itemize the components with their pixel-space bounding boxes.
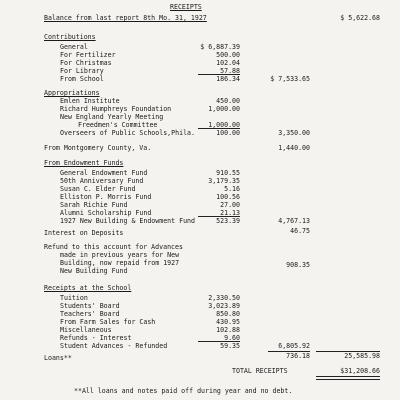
endow-label-50th: 50th Anniversary Fund bbox=[60, 177, 144, 185]
contrib-amount-general: $ 6,887.39 bbox=[200, 43, 240, 51]
refund-line-3: Building, now repaid from 1927 bbox=[60, 259, 180, 267]
endow-label-alumni: Alumni Scholarship Fund bbox=[60, 209, 152, 217]
endow-amount-1927: 523.39 bbox=[216, 217, 240, 225]
school-heading: Receipts at the School bbox=[44, 284, 132, 292]
approp-amount-emlen: 450.00 bbox=[216, 97, 240, 105]
contrib-rule bbox=[198, 74, 240, 75]
endow-amount-richie: 27.00 bbox=[220, 201, 240, 209]
school-label-misc: Miscellaneous bbox=[60, 326, 112, 334]
total-receipts-label: TOTAL RECEIPTS bbox=[232, 367, 288, 375]
interest-label: Interest on Deposits bbox=[44, 229, 124, 237]
school-amount-refunds-interest: 9.60 bbox=[224, 334, 240, 342]
contrib-label-christmas: For Christmas bbox=[60, 59, 112, 67]
appropriations-heading: Appropriations bbox=[44, 89, 100, 97]
school-rule bbox=[198, 341, 240, 342]
school-label-tuition: Tuition bbox=[60, 294, 88, 302]
endowment-heading: From Endowment Funds bbox=[44, 159, 124, 167]
contrib-label-fertilizer: For Fertilizer bbox=[60, 51, 116, 59]
school-label-student-advances: Student Advances - Refunded bbox=[60, 342, 168, 350]
school-total: 6,805.92 bbox=[278, 342, 310, 350]
approp-label-emlen: Emlen Institute bbox=[60, 97, 120, 105]
approp-amount-humphreys: 1,000.00 bbox=[208, 105, 240, 113]
approp-label-new-england: New England Yearly Meeting bbox=[60, 113, 164, 121]
contributions-total: $ 7,533.65 bbox=[270, 75, 310, 83]
contrib-amount-christmas: 102.04 bbox=[216, 59, 240, 67]
school-label-farm-sales: From Farm Sales for Cash bbox=[60, 318, 156, 326]
interest-amount: 46.75 bbox=[290, 227, 310, 235]
school-amount-teachers-board: 850.80 bbox=[216, 310, 240, 318]
endow-label-general: General Endowment Fund bbox=[60, 169, 148, 177]
school-amount-tuition: 2,330.50 bbox=[208, 294, 240, 302]
refund-line-2: made in previous years for New bbox=[60, 251, 180, 259]
endow-label-richie: Sarah Richie Fund bbox=[60, 201, 128, 209]
contrib-label-general: General bbox=[60, 43, 88, 51]
footnote: **All loans and notes paid off during year and no debt. bbox=[74, 387, 293, 395]
refund-line-4: New Building Fund bbox=[60, 267, 128, 275]
school-amount-misc: 102.88 bbox=[216, 326, 240, 334]
school-amount-students-board: 3,023.89 bbox=[208, 302, 240, 310]
refund-amount: 908.35 bbox=[286, 261, 310, 269]
balance-amount: $ 5,622.68 bbox=[340, 14, 380, 22]
endow-label-elder: Susan C. Elder Fund bbox=[60, 185, 136, 193]
contrib-amount-school: 186.34 bbox=[216, 75, 240, 83]
montgomery-amount: 1,440.00 bbox=[278, 144, 310, 152]
school-label-teachers-board: Teachers' Board bbox=[60, 310, 120, 318]
endow-label-morris: Elliston P. Morris Fund bbox=[60, 193, 152, 201]
school-label-refunds-interest: Refunds - Interest bbox=[60, 334, 132, 342]
loans-label: Loans** bbox=[44, 354, 72, 362]
contrib-amount-fertilizer: 500.00 bbox=[216, 51, 240, 59]
approp-rule bbox=[198, 128, 240, 129]
page-title: RECEIPTS bbox=[170, 3, 202, 11]
endow-label-1927: 1927 New Building & Endowment Fund bbox=[60, 217, 195, 225]
total-double-rule bbox=[316, 376, 380, 380]
endow-rule bbox=[198, 216, 240, 217]
contrib-amount-library: 57.88 bbox=[220, 67, 240, 75]
endow-amount-elder: 5.16 bbox=[224, 185, 240, 193]
approp-label-humphreys: Richard Humphreys Foundation bbox=[60, 105, 172, 113]
endow-amount-50th: 3,179.35 bbox=[208, 177, 240, 185]
school-amount-farm-sales: 430.95 bbox=[216, 318, 240, 326]
endow-amount-alumni: 21.13 bbox=[220, 209, 240, 217]
approp-amount-freedmen: 1,000.00 bbox=[208, 121, 240, 129]
loans-amount: 736.18 bbox=[286, 352, 310, 360]
montgomery-label: From Montgomery County, Va. bbox=[44, 144, 152, 152]
approp-label-overseers: Overseers of Public Schools,Phila. bbox=[60, 129, 195, 137]
appropriations-total: 3,350.00 bbox=[278, 129, 310, 137]
endowment-total: 4,767.13 bbox=[278, 217, 310, 225]
total-receipts-amount: $31,208.66 bbox=[340, 367, 380, 375]
school-label-students-board: Students' Board bbox=[60, 302, 120, 310]
approp-label-freedmen: Freedmen's Committee bbox=[78, 121, 158, 129]
endow-amount-general: 910.55 bbox=[216, 169, 240, 177]
loans-subtotal: 25,585.98 bbox=[344, 352, 380, 360]
contrib-label-library: For Library bbox=[60, 67, 104, 75]
school-amount-student-advances: 59.35 bbox=[220, 342, 240, 350]
contrib-label-school: From School bbox=[60, 75, 104, 83]
balance-label: Balance from last report 8th Mo. 31, 1927 bbox=[44, 14, 207, 22]
contributions-heading: Contributions bbox=[44, 33, 96, 41]
endow-amount-morris: 100.56 bbox=[216, 193, 240, 201]
refund-line-1: Refund to this account for Advances bbox=[44, 243, 183, 251]
approp-amount-overseers: 100.00 bbox=[216, 129, 240, 137]
